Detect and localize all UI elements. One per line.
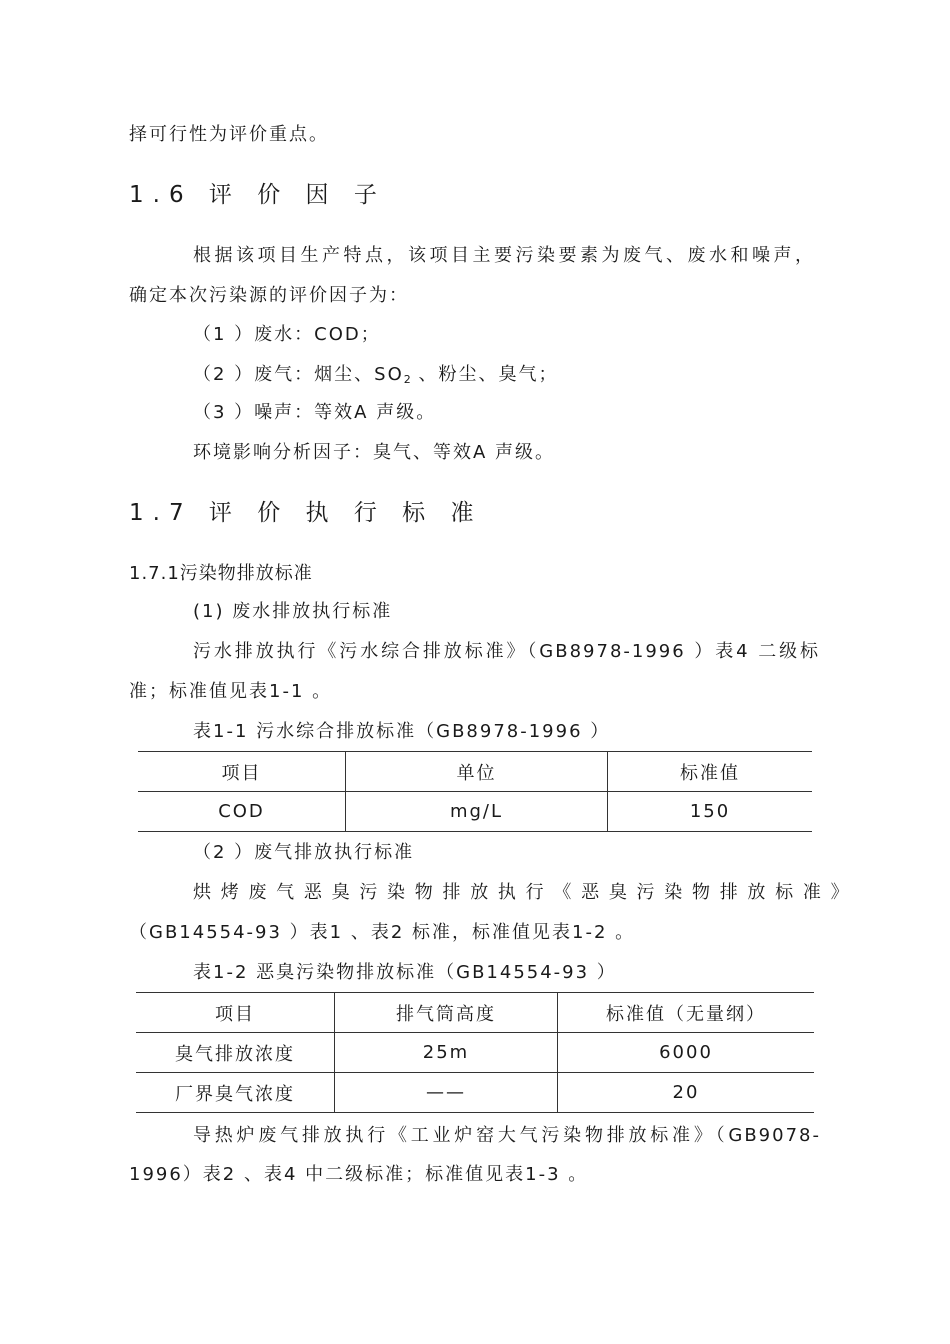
factors-intro-line-2: 确定本次污染源的评价因子为： <box>129 285 409 306</box>
table-cell: 6000 <box>558 1033 815 1073</box>
table-1-2 <box>136 992 814 1113</box>
table-header-cell: 标准值 <box>608 752 813 792</box>
table-header-row <box>136 993 814 1033</box>
table-1-2-caption: 表1-2 恶臭污染物排放标准（GB14554-93 ） <box>193 962 617 983</box>
table-cell: 25m <box>335 1033 558 1073</box>
factor-exhaust <box>193 362 559 393</box>
wastewater-standard-line-2: 准；标准值见表1-1 。 <box>129 681 333 702</box>
factor-exhaust-rest: 、粉尘、臭气； <box>410 364 559 385</box>
table-header-cell: 项目 <box>136 993 335 1033</box>
impact-analysis-factors: 环境影响分析因子：臭气、等效A 声级。 <box>193 442 556 463</box>
table-cell: 20 <box>558 1073 815 1113</box>
section-heading-1-7: 1.7 评 价 执 行 标 准 <box>129 500 483 526</box>
paragraph-continuation: 择可行性为评价重点。 <box>129 124 329 145</box>
table-1-1-caption: 表1-1 污水综合排放标准（GB8978-1996 ） <box>193 721 611 742</box>
table-cell: —— <box>335 1073 558 1113</box>
table-cell: mg/L <box>346 792 608 832</box>
table-cell: 厂界臭气浓度 <box>136 1073 335 1113</box>
table-row <box>136 1033 814 1073</box>
wastewater-standard-title: (1) 废水排放执行标准 <box>193 601 393 622</box>
table-row <box>136 1073 814 1113</box>
furnace-standard-line-1: 导热炉废气排放执行《工业炉窑大气污染物排放标准》（GB9078- <box>193 1125 821 1146</box>
table-cell: COD <box>138 792 346 832</box>
table-cell: 150 <box>608 792 813 832</box>
exhaust-standard-line-2: （GB14554-93 ）表1 、表2 标准，标准值见表1-2 。 <box>129 922 636 943</box>
table-header-cell: 单位 <box>346 752 608 792</box>
factor-exhaust-text: （2 ）废气：烟尘、SO <box>193 364 404 385</box>
factor-wastewater: （1 ）废水：COD； <box>193 324 381 345</box>
wastewater-standard-line-1: 污水排放执行《污水综合排放标准》（GB8978-1996 ）表4 二级标 <box>193 641 820 662</box>
exhaust-standard-title: （2 ）废气排放执行标准 <box>193 842 415 863</box>
factor-noise: （3 ）噪声：等效A 声级。 <box>193 402 437 423</box>
table-header-row <box>138 752 812 792</box>
furnace-standard-line-2: 1996）表2 、表4 中二级标准；标准值见表1-3 。 <box>129 1164 589 1185</box>
so2-subscript: 2 <box>403 373 411 386</box>
table-header-cell: 项目 <box>138 752 346 792</box>
exhaust-standard-line-1: 烘 烤 废 气 恶 臭 污 染 物 排 放 执 行 《 恶 臭 污 染 物 排 放 标 准 》 <box>193 882 851 903</box>
table-header-cell: 排气筒高度 <box>335 993 558 1033</box>
table-1-1 <box>138 751 812 832</box>
section-heading-1-6: 1.6 评 价 因 子 <box>129 182 386 208</box>
table-cell: 臭气排放浓度 <box>136 1033 335 1073</box>
factors-intro-line-1: 根据该项目生产特点，该项目主要污染要素为废气、废水和噪声， <box>193 245 815 266</box>
table-header-cell: 标准值（无量纲） <box>558 993 815 1033</box>
subsection-heading-1-7-1: 1.7.1污染物排放标准 <box>129 563 313 584</box>
table-row <box>138 792 812 832</box>
